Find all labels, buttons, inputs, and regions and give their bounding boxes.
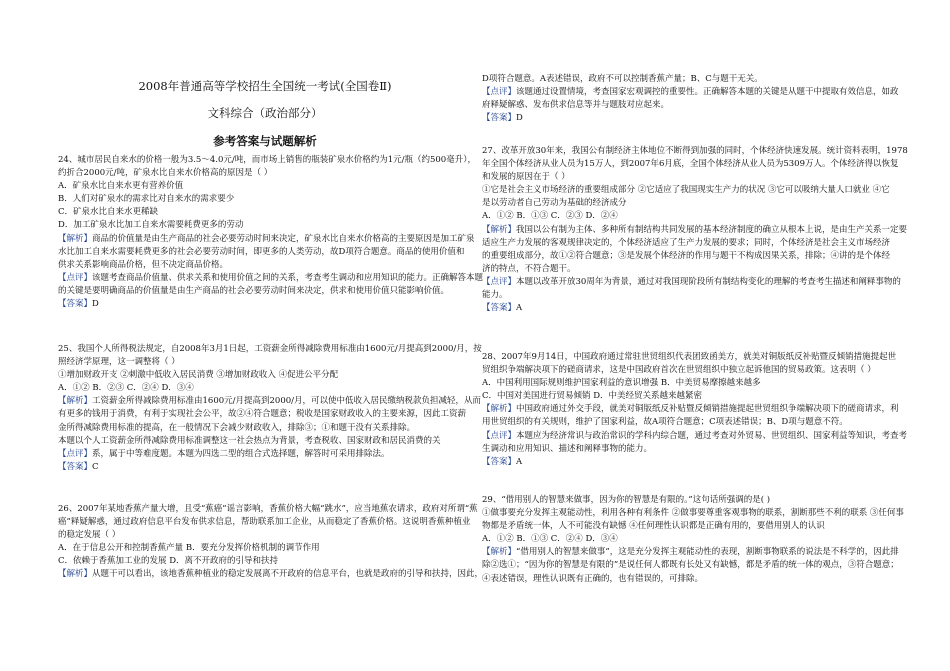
q27-line-3: 和发展的原因在于（ ）: [482, 172, 570, 183]
q28-analysis-1: 【解析】中国政府通过外交手段，就美对铜版纸反补贴暨反倾销措施提起世贸组织争端解决项下的磋商请求，利: [482, 404, 899, 415]
q27-comment-2: 能力。: [482, 290, 508, 301]
q24-option-a: A．矿泉水比自来水更有营养价值: [58, 181, 184, 192]
q25-line-2: 照经济学原理，这一调整将（ ）: [58, 357, 180, 368]
q24-line-2: 约折合2000元/吨，矿泉水比自来水价格高的原因是（ ）: [58, 168, 273, 179]
q29-line-3: 物都是矛盾统一体，人不可能没有缺憾 ④任何理性认识都是正确有用的，要借用别人的认识: [482, 521, 825, 532]
question-29: [482, 494, 904, 586]
q28-answer: 【答案】A: [482, 456, 523, 467]
comment-tag: 【点评】: [58, 272, 93, 283]
q24-analysis-3: 供求关系影响商品价格，但不决定商品价格。: [58, 259, 229, 270]
q25-analysis-3: 金所得减除费用标准的提高，在一般情况下会减少财政收入，排除③；①和题干没有关系排除。: [58, 422, 416, 433]
q26-comment-1: 【点评】该题通过设置情境，考查国家宏观调控的重要性。正确解答本题的关键是从题干中提取有效信息，如政: [482, 87, 899, 98]
q26-comment-2: 府释疑解惑、发布供求信息等并与题肢对应起来。: [482, 100, 670, 111]
q26-options-cd: C．依赖于香蕉加工业的发展 D．离不开政府的引导和扶持: [58, 556, 279, 567]
q24-line-1: 24、城市居民自来水的价格一般为3.5～4.0元/吨，而市场上销售的瓶装矿泉水价格约为1元/瓶（约500毫升），: [58, 155, 476, 165]
q28-comment-2: 生调动和应用知识、描述和阐释事物的能力。: [482, 443, 653, 454]
q27-analysis-2: 适应生产力发展的客观规律决定的，个体经济适应了生产力发展的要求；同时，个体经济是社会主义市场经济: [482, 237, 891, 248]
q25-line-1: 25、我国个人所得税法规定，自2008年3月1日起，工资薪金所得减除费用标准由1600元/月提高到2000/月，按: [58, 344, 482, 354]
q25-line-3: ①增加财政开支 ②刺激中低收入居民消费 ③增加财政收入 ④促进公平分配: [58, 370, 339, 381]
q29-analysis-2: 除②选①；“因为你的智慧是有限的”是说任何人都既有长处又有缺憾，都是矛盾的统一体的观点，③符合题意；: [482, 560, 899, 571]
question-25: [58, 343, 482, 474]
q27-comment-1: 【点评】本题以改革开放30周年为背景，通过对我国现阶段所有制结构变化的理解的考查考生描述和阐释事物的: [482, 276, 901, 287]
q29-analysis-1: 【解析】“借用别人的智慧来做事”，这是充分发挥主观能动性的表现，割断事物联系的说法是不科学的，因此排: [482, 547, 899, 558]
q28-options-ab: A．中国利用国际规则维护国家利益的意识增强 B．中美贸易摩擦越来越多: [482, 378, 761, 389]
exam-title: 2008年普通高等学校招生全国统一考试(全国卷Ⅱ): [138, 79, 392, 93]
q26-line-2: 癌”释疑解惑，通过政府信息平台发布供求信息，帮助联系加工企业，从而稳定了香蕉价格。这说明香蕉种植业: [58, 517, 471, 528]
q28-line-2: 贸组织争端解决项下的磋商请求，这是中国政府首次在世贸组织中独立起诉他国的贸易政策。这表明（ ）: [482, 365, 876, 376]
q27-analysis-4: 济的特点，不符合题干。: [482, 263, 576, 274]
analysis-tag: 【解析】: [58, 233, 93, 244]
q24-comment-1: 【点评】该题考查商品价值量、供求关系和使用价值之间的关系，考查考生调动和应用知识的能力。正确解答本题: [58, 272, 484, 283]
q27-line-2: 年全国个体经济从业人员为15万人，到2007年6月底，全国个体经济从业人员为5309万人。个体经济得以恢复: [482, 159, 899, 170]
question-24: [58, 154, 484, 311]
exam-subtitle: 文科综合（政治部分）: [207, 106, 323, 120]
q26-options-ab: A．在于信息公开和控制香蕉产量 B．要充分发挥价格机制的调节作用: [58, 543, 320, 554]
q24-option-c: C．矿泉水比自来水更稀缺: [58, 207, 159, 218]
question-26: [58, 503, 484, 582]
q26-line-1: 26、2007年某地香蕉产量大增，且受“蕉癌”谣言影响，香蕉价格大幅“跳水”，应当地蕉农请求，政府对所谓“蕉: [58, 504, 478, 514]
q29-options: A．①② B．①③ C．②④ D．③④: [482, 534, 618, 545]
q29-line-2: ①做事要充分发挥主观能动性，利用各种有利条件 ②做事要尊重客观事物的联系，割断那些不利的联系 ③任何事: [482, 508, 904, 519]
q26-analysis-2: D项符合题意。A表述错误，政府不可以控制香蕉产量；B、C与题干无关。: [482, 74, 763, 84]
q25-analysis-4: 本题以个人工资薪金所得减除费用标准调整这一社会热点为背景，考查税收、国家财政和居民消费的关: [58, 435, 441, 446]
q28-comment-1: 【点评】本题应为经济常识与政治常识的学科内综合题，通过考查对外贸易、世贸组织、国家利益等知识，考查考: [482, 430, 908, 441]
q27-line-4: ①它是社会主义市场经济的重要组成部分 ②它适应了我国现实生产力的状况 ③它可以吸纳大量人口就业 ④它: [482, 185, 890, 196]
q29-analysis-3: ④表述错误，理性认识既有正确的，也有错误的，可排除。: [482, 573, 704, 584]
q24-option-b: B．人们对矿泉水的需求比对自来水的需求要少: [58, 194, 235, 205]
q25-options: A．①② B．②③ C．②④ D．③④: [58, 383, 194, 394]
q27-analysis-3: 的重要组成部分，故①②符合题意；③是发展个体经济的作用与题干不构成因果关系，排除；④讲的是个体经: [482, 250, 891, 261]
answer-tag: 【答案】: [58, 299, 93, 310]
q24-analysis-1: 【解析】商品的价值量是由生产商品的社会必要劳动时间来决定，矿泉水比自来水价格高的主要原因是加工矿泉: [58, 233, 475, 244]
q25-answer: 【答案】C: [58, 461, 99, 472]
q24-comment-2: 的关键是要明确商品的价值量是由生产商品的社会必要劳动时间来决定，供求和使用价值只能影响价值。: [58, 285, 450, 296]
q27-analysis-1: 【解析】我国以公有制为主体、多种所有制结构共同发展的基本经济制度的确立从根本上说，是由生产关系一定要: [482, 224, 908, 235]
question-26-continued: [482, 73, 900, 125]
q28-analysis-2: 用世贸组织的有关规则，维护了国家利益，故A项符合题意；C项表述错误；B、D项与题意不符。: [482, 417, 848, 428]
q29-line-1: 29、“借用别人的智慧来做事，因为你的智慧是有限的。”这句话所强调的是( ): [482, 495, 771, 505]
q28-line-1: 28、2007年9月14日，中国政府通过常驻世贸组织代表团致函美方，就美对铜版纸反补贴暨反倾销措施提起世: [482, 352, 897, 362]
q25-analysis-2: 有更多的钱用于消费，有利于实现社会公平，故②④符合题意；税收是国家财政收入的主要来源，因此工资薪: [58, 409, 467, 420]
q25-comment-1: 【点评】系，属于中等难度题。本题为四选二型的组合式选择题，解答时可采用排除法。: [58, 448, 390, 459]
q24-analysis-2: 水比加工自来水需要耗费更多的社会必要劳动时间，即更多的人类劳动，故D项符合题意。商品的使用价值和: [58, 246, 465, 257]
q26-analysis-1: 【解析】从题干可以看出，该地香蕉种植业的稳定发展离不开政府的信息平台，也就是政府的引导和扶持，因此，: [58, 569, 484, 580]
q27-options: A．①② B．①③ C．②③ D．②④: [482, 211, 618, 222]
q25-analysis-1: 【解析】工资薪金所得减除费用标准由1600元/月提高到2000/月，可以使中低收入居民缴纳税款负担减轻，从而: [58, 396, 482, 407]
q28-options-cd: C．中国对美国进行贸易倾销 D．中美经贸关系越来越紧密: [482, 391, 703, 402]
q26-line-3: 的稳定发展（ ）: [58, 530, 121, 541]
q27-line-1: 27、改革开放30年来，我国公有制经济主体地位不断得到加强的同时，个体经济快速发展。统计资料表明，1978: [482, 146, 908, 156]
q27-line-5: 是以劳动者自己劳动为基础的经济成分: [482, 198, 627, 209]
q26-answer: 【答案】D: [482, 113, 523, 124]
q27-answer: 【答案】A: [482, 303, 523, 314]
question-28: [482, 351, 908, 469]
q24-answer: 【答案】D: [58, 299, 99, 310]
section-heading: 参考答案与试题解析: [213, 134, 317, 148]
question-27: [482, 145, 908, 315]
q24-option-d: D．加工矿泉水比加工自来水需要耗费更多的劳动: [58, 220, 244, 231]
